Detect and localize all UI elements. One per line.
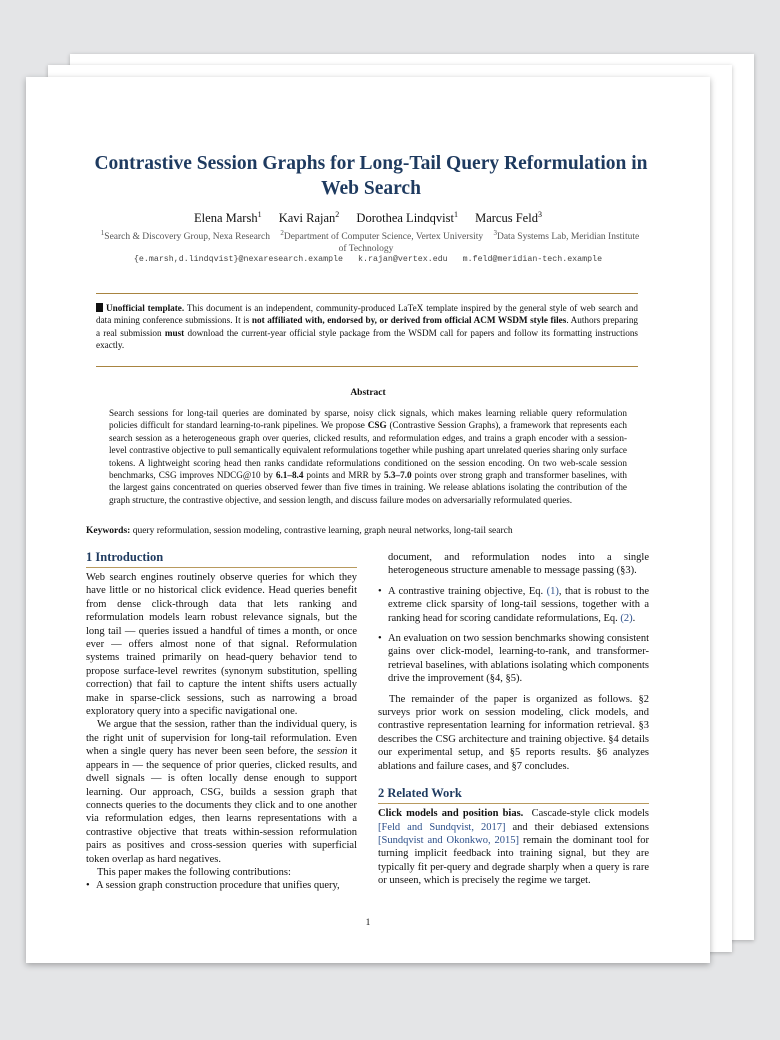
page-number: 1	[365, 918, 371, 928]
paper-page	[26, 77, 710, 963]
affiliations	[96, 227, 640, 255]
email: m.feld@meridian-tech.example	[462, 255, 603, 264]
citation-link[interactable]: [Feld and Sundqvist, 2017]	[378, 821, 506, 833]
equation-reference[interactable]: (1)	[546, 585, 559, 597]
list-item: • A session graph construction procedure that unifies query,	[86, 880, 340, 892]
affiliation: $^3$Data Systems Lab, Meridian Institute of Technology	[338, 229, 640, 255]
document-icon	[96, 303, 103, 312]
list-item-continued: document, and reformulation nodes into a single heterogeneous structure amenable to message passing (§3).	[388, 552, 649, 577]
author: Dorothea Lindqvist$^1$	[356, 210, 458, 226]
paragraph: We argue that the session, rather than the individual query, is the right unit of supervision for long-tail reformulation. Even when a single query has never been seen before, the session it appears in — the sequence of prior queries, clicked results, and dwell signals — is often locally dense enough to support learning. Our approach, CSG, builds a session graph that connects queries to the documents they click and to one another via reformulation edges, then learns representations with a contrastive objective that treats within-session reformulation pairs as positives and cross-session queries with superficial token overlap as hard negatives.	[86, 719, 358, 865]
email: k.rajan@vertex.edu	[358, 255, 448, 264]
paper-title: Contrastive Session Graphs for Long-Tail Query Reformulation in Web Search	[94, 153, 648, 199]
template-notice: Unofficial template. This document is an independent, community-produced LaTeX template inspired by the general style of web search and data mining conference submissions. It is not affiliated with, endorsed by, or derived from official ACM WSDM style files. Authors preparing a real submission must download the current-year official style package from the WSDM call for papers and follow its formatting instructions exactly.	[96, 293, 638, 367]
paragraph: Click models and position bias. Cascade-style click models [Feld and Sundqvist, 2017] and their debiased extensions [Sundqvist and Okonkwo, 2015] remain the dominant tool for turning implicit feedback into training signal, but they are typically fit per-query and degrade sharply when a query is rare or unseen, which is precisely the regime we target.	[378, 808, 650, 887]
paragraph: Web search engines routinely observe queries for which they have little or no historical click evidence. Head queries benefit from dense click-through data that lets ranking and reformulation models learn robust relevance signals, but the long tail — queries issued a handful of times a month, or once ever — offers almost none of that signal. Reformulation systems trained primarily on head-query behavior tend to propose surface-level rewrites (synonym substitution, spelling correction) that fail to capture the intent shifts users actually make in sparse-click sessions, such as narrowing a broad exploratory query into a specific navigational one.	[86, 572, 357, 718]
paragraph: The remainder of the paper is organized as follows. §2 surveys prior work on session modeling, click models, and contrastive representation learning for information retrieval. §3 describes the CSG architecture and training objective. §4 details our experimental setup, and §5 reports results. §6 analyzes ablations and failure cases, and §7 concludes.	[378, 693, 649, 772]
citation-link[interactable]: [Sundqvist and Okonkwo, 2015]	[378, 834, 520, 846]
right-column	[378, 551, 649, 888]
keywords: Keywords: query reformulation, session modeling, contrastive learning, graph neural networks, long-tail search	[86, 526, 513, 536]
abstract-heading: Abstract	[350, 388, 386, 398]
paragraph: This paper makes the following contributions:	[97, 866, 291, 878]
author: Elena Marsh$^1$	[194, 210, 262, 226]
section-heading-related-work: 2 Related Work	[378, 785, 649, 804]
author-list	[26, 207, 710, 226]
affiliation: $^1$Search & Discovery Group, Nexa Research	[100, 229, 270, 243]
affiliation: $^2$Department of Computer Science, Vertex University	[280, 229, 484, 243]
section-heading-introduction: 1 Introduction	[86, 549, 357, 568]
author: Marcus Feld$^3$	[475, 210, 542, 226]
email: {e.marsh,d.lindqvist}@nexaresearch.example	[133, 255, 344, 264]
left-column	[86, 549, 357, 893]
list-item: • A contrastive training objective, Eq. (1), that is robust to the extreme click sparsity of long-tail sessions, together with a ranking head for scoring candidate reformulations, Eq. (2).	[378, 585, 649, 624]
equation-reference[interactable]: (2)	[620, 612, 633, 624]
abstract-body: Search sessions for long-tail queries are dominated by sparse, noisy click signals, which makes learning reliable query reformulation policies difficult for standard learning-to-rank pipelines. We propose CSG (Contrastive Session Graphs), a framework that represents each search session as a heterogeneous graph over queries, clicked results, and reformulation edges, and trains a graph encoder with a session-level contrastive objective to pull semantically equivalent reformulations together while pushing apart unrelated queries sharing only surface tokens. A lightweight scoring head then ranks candidate reformulations conditioned on the session encoding. On two web-scale session benchmarks, CSG improves NDCG@10 by 6.1–8.4 points and MRR by 5.3–7.0 points over strong graph and transformer baselines, with the largest gains concentrated on queries observed fewer than five times in training. We release ablations isolating the contribution of the graph structure, the contrastive objective, and session length, and discuss failure modes on adversarially reformulated queries.	[109, 408, 628, 505]
author-emails	[26, 255, 710, 264]
author: Kavi Rajan$^2$	[278, 210, 340, 226]
list-item: • An evaluation on two session benchmarks showing consistent gains over click-model, learning-to-rank, and transformer-retrieval baselines, with ablations isolating which components drive the improvement (§4, §5).	[378, 633, 649, 685]
